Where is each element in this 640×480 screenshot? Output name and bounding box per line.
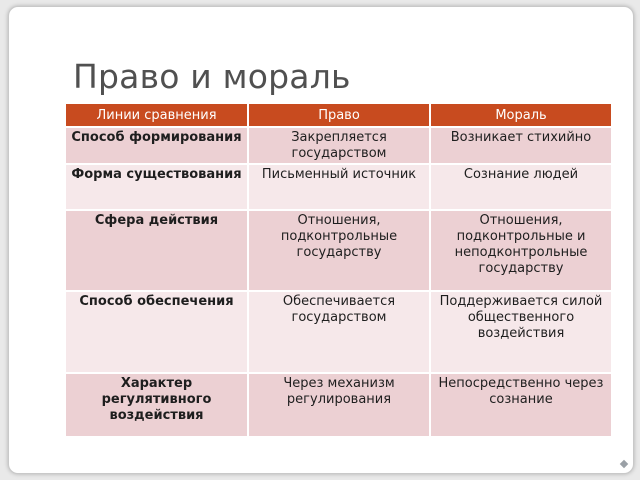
moral-cell: Возникает стихийно bbox=[431, 128, 611, 163]
law-cell: Закрепляется государством bbox=[249, 128, 429, 163]
table-row bbox=[66, 374, 611, 436]
moral-cell: Сознание людей bbox=[431, 165, 611, 209]
row-label: Способ формирования bbox=[66, 128, 247, 163]
row-label: Форма существования bbox=[66, 165, 247, 209]
header-comparison-lines: Линии сравнения bbox=[66, 104, 247, 126]
header-morality: Мораль bbox=[431, 104, 611, 126]
corner-diamond-icon bbox=[620, 460, 628, 468]
table-row bbox=[66, 211, 611, 290]
law-cell: Через механизм регулирования bbox=[249, 374, 429, 436]
comparison-table bbox=[64, 102, 613, 438]
header-law: Право bbox=[249, 104, 429, 126]
slide-title: Право и мораль bbox=[73, 57, 351, 96]
table-row bbox=[66, 128, 611, 163]
table-row bbox=[66, 292, 611, 372]
row-label: Характер регулятивного воздействия bbox=[66, 374, 247, 436]
row-label: Способ обеспечения bbox=[66, 292, 247, 372]
slide bbox=[8, 6, 634, 474]
table-row bbox=[66, 165, 611, 209]
moral-cell: Поддерживается силой общественного воздействия bbox=[431, 292, 611, 372]
row-label: Сфера действия bbox=[66, 211, 247, 290]
table-header-row bbox=[66, 104, 611, 126]
moral-cell: Отношения, подконтрольные и неподконтрольные государству bbox=[431, 211, 611, 290]
law-cell: Письменный источник bbox=[249, 165, 429, 209]
law-cell: Обеспечивается государством bbox=[249, 292, 429, 372]
law-cell: Отношения, подконтрольные государству bbox=[249, 211, 429, 290]
moral-cell: Непосредственно через сознание bbox=[431, 374, 611, 436]
